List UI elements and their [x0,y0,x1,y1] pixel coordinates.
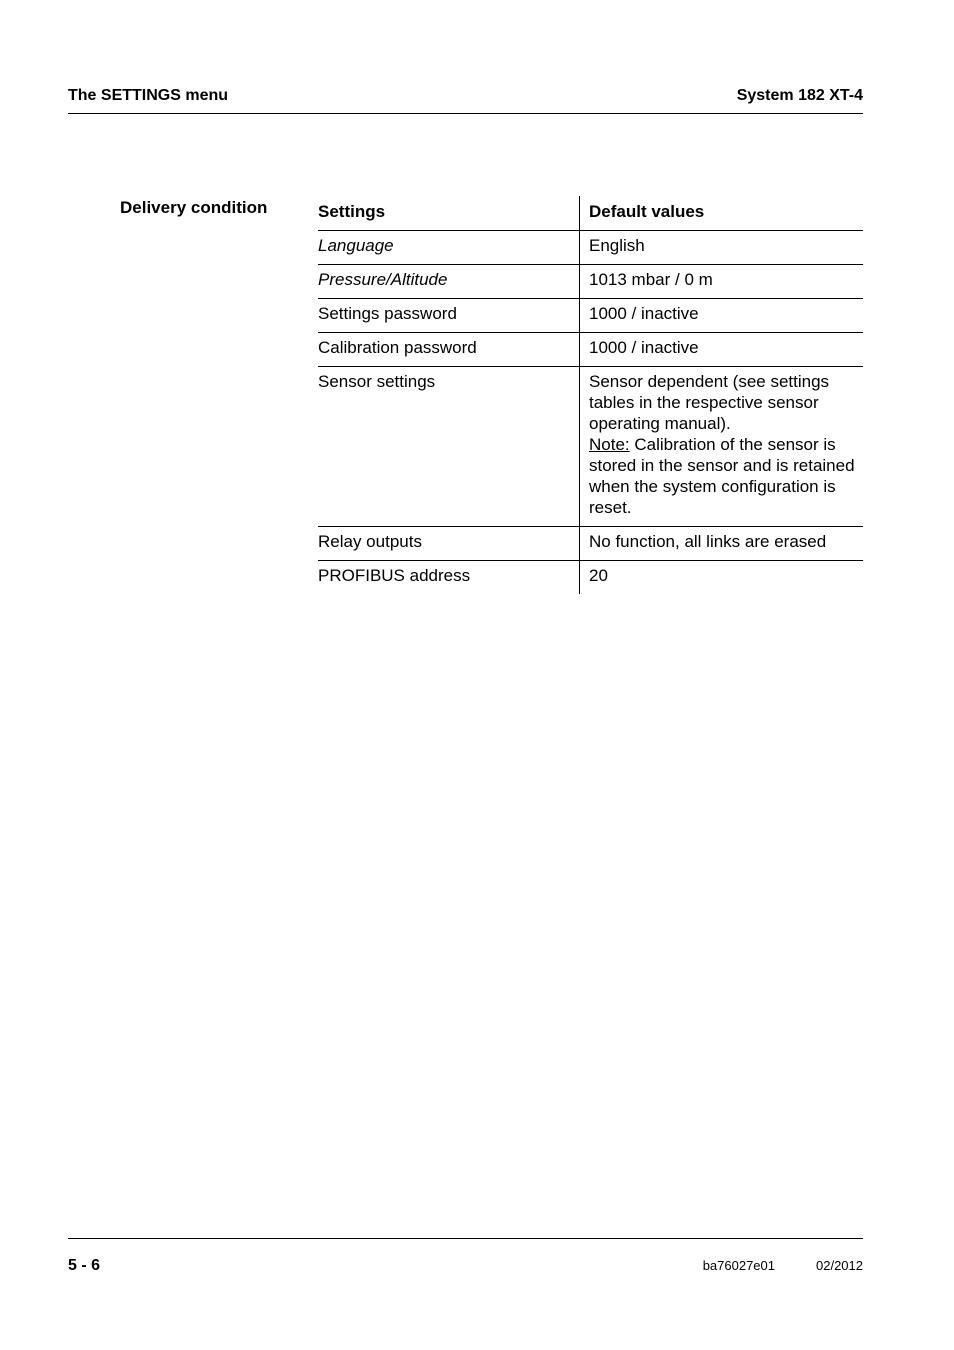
setting-name: Pressure/Altitude [318,265,580,299]
default-value-cell [580,367,864,527]
default-value: No function, all links are erased [580,527,864,561]
table-row [318,367,863,527]
table-row [318,527,863,561]
setting-name: Sensor settings [318,367,580,527]
setting-name: Settings password [318,299,580,333]
header-chapter-title: The SETTINGS menu [68,87,229,104]
column-header-default-values: Default values [589,202,705,221]
note-text: Calibration of the sensor is stored in the sensor and is retained when the system configuration is reset. [589,435,855,517]
note-block [589,435,855,517]
table-row [318,265,863,299]
column-header-settings: Settings [318,196,580,231]
table-row [318,299,863,333]
table-row [318,561,863,595]
table-row [318,231,863,265]
default-value: 20 [580,561,864,595]
note-label: Note: [589,435,630,454]
setting-name: Calibration password [318,333,580,367]
default-value: Sensor dependent (see settings tables in the respective sensor operating manual). [589,372,830,433]
document-date: 02/2012 [816,1258,863,1273]
setting-name: Language [318,231,580,265]
page-header [68,86,863,114]
default-value: 1013 mbar / 0 m [580,265,864,299]
delivery-settings-table [318,196,863,594]
setting-name: PROFIBUS address [318,561,580,595]
page-number: 5 - 6 [68,1257,101,1274]
header-product-name: System 182 XT-4 [736,87,863,104]
default-value: 1000 / inactive [580,299,864,333]
setting-name: Relay outputs [318,527,580,561]
default-value: 1000 / inactive [580,333,864,367]
section-heading: Delivery condition [120,198,268,217]
table-header-row [318,196,863,231]
document-id: ba76027e01 [702,1258,775,1273]
page-footer [68,1238,863,1274]
table-row [318,333,863,367]
default-value: English [580,231,864,265]
